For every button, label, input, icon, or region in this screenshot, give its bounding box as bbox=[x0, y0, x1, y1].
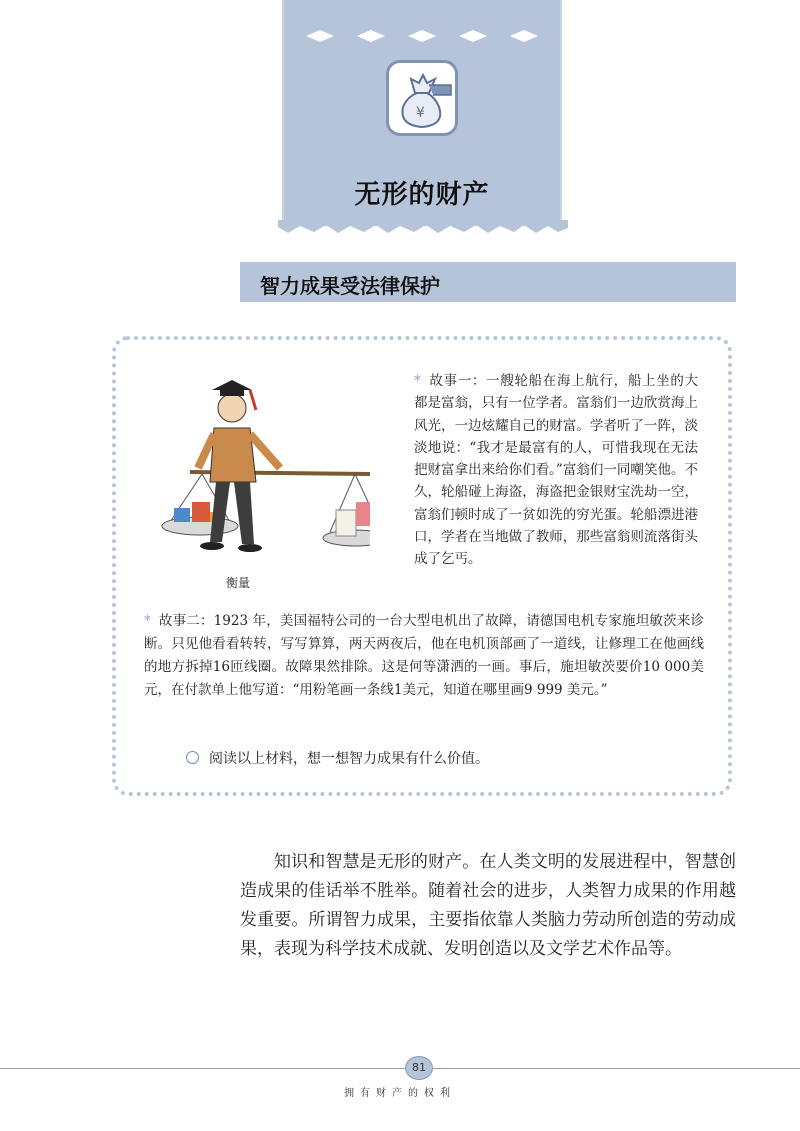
chapter-banner bbox=[282, 0, 562, 226]
section-heading: 智力成果受法律保护 bbox=[260, 274, 440, 298]
body-paragraph: 知识和智慧是无形的财产。在人类文明的发展进程中，智慧创造成果的佳话举不胜举。随着社会的进步，人类智力成果的作用越发重要。所谓智力成果，主要指依靠人类脑力劳动所创造的劳动成果，表现为科学技术成就、发明创造以及文学艺术作品等。 bbox=[240, 852, 736, 959]
scholar-carrying-balance-icon bbox=[150, 372, 370, 592]
torn-edge bbox=[278, 220, 568, 234]
diamond-icon bbox=[510, 30, 538, 42]
section-header bbox=[240, 262, 736, 302]
story-one-text: 故事一：一艘轮船在海上航行，船上坐的大都是富翁，只有一位学者。富翁们一边欣赏海上风光，一边炫耀自己的财富。学者听了一阵，淡淡地说：“我才是最富有的人，可惜我现在无法把财富拿出来给你们看。”富翁们一同嘲笑他。不久，轮船碰上海盗，海盗把金银财宝洗劫一空，富翁们顿时成了一贫如洗的穷光蛋。轮船漂进港口，学者在当地做了教师，那些富翁则流落街头成了乞丐。 bbox=[414, 373, 698, 568]
diamond-decoration-row bbox=[306, 30, 538, 42]
illustration-caption: 衡量 bbox=[226, 576, 251, 590]
story-two bbox=[144, 610, 704, 702]
circle-bullet-icon bbox=[186, 751, 199, 764]
diamond-icon bbox=[408, 30, 436, 42]
diamond-icon bbox=[306, 30, 334, 42]
reading-prompt bbox=[186, 748, 489, 768]
story-one bbox=[414, 370, 698, 571]
running-title: 拥有财产的权利 bbox=[344, 1088, 456, 1099]
money-bag-icon bbox=[386, 60, 458, 136]
chapter-title: 无形的财产 bbox=[354, 180, 490, 210]
svg-text:¥: ¥ bbox=[416, 105, 425, 121]
reading-prompt-text: 阅读以上材料，想一想智力成果有什么价值。 bbox=[209, 751, 489, 767]
page-number: 81 bbox=[405, 1056, 433, 1080]
diamond-icon bbox=[459, 30, 487, 42]
diamond-icon bbox=[357, 30, 385, 42]
story-marker-icon: * bbox=[144, 613, 151, 629]
story-two-text: 故事二：1923 年，美国福特公司的一台大型电机出了故障，请德国电机专家施坦敏茨来诊断。只见他看看转转，写写算算，两天两夜后，他在电机顶部画了一道线，让修理工在他画线的地方拆掉16匝线圈。故障果然排除。这是何等潇洒的一画。事后，施坦敏茨要价10 000美元，在付款单上他写道：“用粉笔画一条线1美元，知道在哪里画9 999 美元。” bbox=[144, 613, 704, 698]
footer-divider bbox=[0, 1068, 800, 1069]
story-marker-icon: * bbox=[414, 373, 421, 389]
